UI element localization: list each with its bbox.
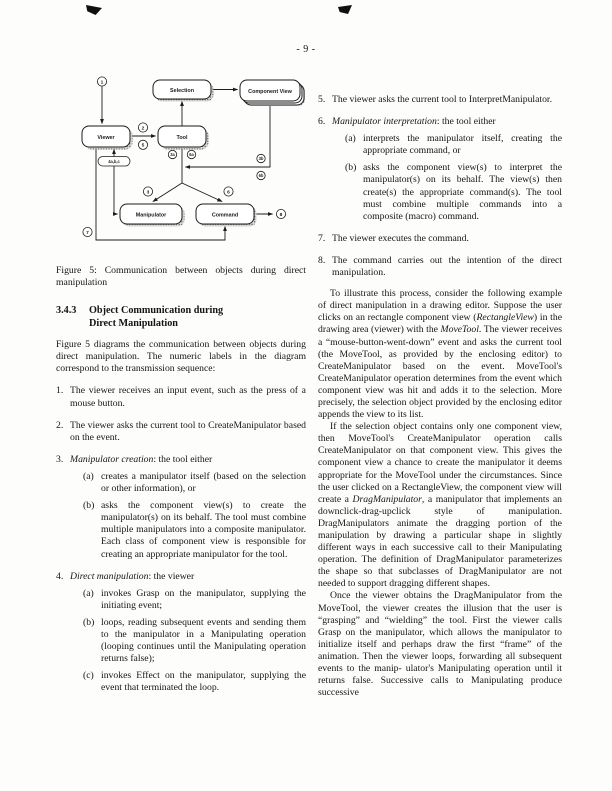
node-tool	[158, 126, 209, 150]
right-column	[318, 84, 562, 699]
list-item-number: 3.	[56, 453, 64, 465]
edge-label-3	[143, 187, 152, 196]
scan-artifact	[338, 5, 352, 14]
text-run: The command carries out the intention of the direct manipulation.	[332, 254, 562, 279]
paragraph	[318, 288, 562, 421]
body-paragraphs	[318, 288, 562, 699]
svg-text:8: 8	[279, 212, 283, 218]
node-component-view	[240, 80, 305, 106]
text-run: Once the viewer obtains the DragManipulator from the MoveTool, the viewer creates the illusion that the user is “grasping” and “wielding” the tool. First the viewer calls Grasp on the manipulator, which allows the manipulator to initialize itself and perhaps draw the first “frame” of the animation. Then the viewer loops, forwarding all subsequent events to the manip- ulator's Manipulating operation until it returns false. Successive calls to Manipulating produce successive	[318, 590, 562, 699]
node-command-label: Command	[211, 212, 239, 219]
node-manipulator	[120, 204, 185, 227]
text-run: , a manipulator that implements an downclick-drag-upclick style of manipulation. DragManipulators animate the dragging portion of the manipulation by drawing a particular shape in slightly different ways in each successive call to their Manipulating operation. The definition of DragManipulator parameterizes the shape so that subclasses of DragManipulator are not needed to support dragging different shapes.	[318, 493, 562, 590]
edge-label-8	[276, 209, 285, 218]
list-item	[56, 571, 306, 695]
list-item-number: 6.	[318, 116, 326, 128]
text-run: The viewer executes the command.	[332, 232, 469, 244]
edge-label-5	[138, 140, 147, 149]
text-run: The viewer receives an input event, such as the press of a mouse button.	[70, 385, 306, 409]
node-viewer	[82, 126, 133, 150]
node-viewer-label: Viewer	[97, 134, 115, 141]
sub-item-body	[101, 670, 306, 694]
text-run: invokes Grasp on the manipulator, supplying the initiating event;	[101, 587, 306, 611]
edge-label-7	[83, 227, 92, 236]
sub-item-body	[101, 588, 306, 612]
sub-list	[345, 133, 562, 223]
italic-text-run: MoveTool	[440, 324, 479, 336]
edge-junction-to-manipulator	[153, 183, 182, 202]
sub-list	[83, 471, 306, 561]
text-run: The viewer asks the current tool to CreateManipulator based on the event.	[70, 419, 306, 443]
svg-text:3b: 3b	[258, 156, 264, 161]
list-item-body	[332, 233, 562, 245]
section-title: Object Communication during Direct Manipulation	[89, 305, 224, 330]
left-column	[56, 70, 306, 694]
edge-label-3a	[168, 150, 176, 158]
text-run: . The viewer receives a “mouse-button-went-down” event and asks the current tool (the MoveTool, as provided by the enclosing editor) to CreateManipulator based on the event. MoveTool's CreateManipulator operation determines from the event which component view was hit and adds it to the selection. More precisely, the selection object provided by the enclosing editor appends the view to its list.	[318, 324, 562, 421]
sub-list-item	[83, 670, 306, 694]
text-run: interprets the manipulator itself, creating the appropriate command, or	[363, 133, 562, 157]
numbered-list-left	[56, 385, 306, 694]
italic-text-run: Manipulator interpretation	[332, 116, 437, 128]
scan-artifact	[86, 5, 102, 15]
edge-label-2	[138, 123, 147, 132]
list-item-number: 8.	[318, 254, 326, 266]
italic-text-run: Direct manipulation	[70, 570, 149, 582]
svg-text:4a,b,c: 4a,b,c	[108, 158, 120, 164]
sub-item-body	[363, 133, 562, 157]
sub-item-letter: (b)	[83, 500, 95, 512]
list-item-body	[70, 385, 306, 409]
list-item-body	[332, 116, 562, 223]
text-run: invokes Effect on the manipulator, supplying the event that terminated the loop.	[101, 670, 306, 694]
paragraph	[318, 421, 562, 590]
italic-text-run: Manipulator creation	[70, 453, 154, 465]
node-selection	[153, 80, 214, 102]
svg-text:5: 5	[141, 143, 145, 149]
edge-junction-to-command	[182, 183, 222, 202]
list-item-number: 4.	[56, 570, 64, 582]
svg-text:3: 3	[146, 190, 150, 196]
figure5	[56, 70, 306, 262]
node-selection-label: Selection	[170, 87, 194, 94]
section-number: 3.4.3	[56, 305, 77, 317]
edge-label-6a	[187, 150, 195, 158]
list-item-body	[332, 94, 562, 106]
sub-item-letter: (a)	[345, 133, 356, 145]
text-run: : the tool either	[153, 453, 213, 465]
sub-item-body	[101, 471, 306, 495]
list-item-number: 5.	[318, 94, 326, 105]
edge-label-1	[97, 77, 106, 86]
svg-text:6a: 6a	[189, 152, 194, 157]
list-item	[56, 420, 306, 444]
svg-text:2: 2	[141, 126, 145, 132]
sub-list-item	[345, 133, 562, 157]
node-manipulator-label: Manipulator	[135, 212, 167, 219]
list-item	[56, 454, 306, 561]
text-run: loops, reading subsequent events and sending them to the manipulator in a Manipulating operation (looping continues until the Manipulating operation returns false);	[101, 616, 306, 665]
svg-text:6b: 6b	[258, 173, 264, 178]
svg-text:6: 6	[227, 190, 230, 196]
sub-item-letter: (a)	[83, 470, 94, 482]
italic-text-run: RectangleView	[476, 312, 534, 324]
edge-label-3b	[257, 154, 265, 162]
text-run: To illustrate this process, consider the following example of direct manipulation in a drawing editor. Suppose the user clicks on an rectangle component view (	[318, 288, 562, 324]
text-run: asks the component view(s) to interpret the manipulator(s) on its behalf. The view(s) then create(s) the appropriate command(s). The tool must combine multiple commands into a composite (macro) command.	[363, 162, 562, 222]
paragraph	[318, 590, 562, 699]
text-run: creates a manipulator itself (based on the selection or other information), or	[101, 470, 306, 495]
text-run: ) in the drawing area (viewer) with the	[318, 312, 562, 336]
list-item	[318, 255, 562, 279]
text-run: The viewer asks the current tool to InterpretManipulator.	[332, 94, 553, 105]
text-run: : the tool either	[436, 116, 496, 128]
page-number: - 9 -	[296, 44, 316, 55]
sub-list	[83, 588, 306, 695]
sub-item-body	[363, 162, 562, 222]
list-item-body	[70, 420, 306, 444]
figure5-caption: Figure 5: Communication between objects during direct manipulation	[56, 265, 306, 289]
sub-item-body	[101, 617, 306, 665]
sub-list-item	[345, 162, 562, 222]
figure5-diagram	[56, 70, 306, 262]
node-command	[196, 204, 257, 227]
sub-list-item	[83, 617, 306, 665]
sub-item-body	[101, 500, 306, 560]
sub-item-letter: (b)	[345, 162, 357, 174]
text-run: If the selection object contains only one component view, then MoveTool's CreateManipulator operation calls CreateManipulator on that component view. This gives the component view a chance to create the manipulator it deems appropriate for the MoveTool under the circumstances. Since the user clicked on a RectangleView, the component view will create a	[318, 421, 562, 505]
sub-item-letter: (b)	[83, 616, 95, 628]
sub-item-letter: (c)	[83, 670, 94, 682]
svg-text:3a: 3a	[170, 152, 175, 157]
list-item-body	[70, 571, 306, 695]
sub-list-item	[83, 471, 306, 495]
list-item-body	[70, 454, 306, 561]
svg-text:1: 1	[100, 80, 104, 86]
section-heading	[56, 304, 306, 330]
node-tool-label: Tool	[176, 134, 188, 141]
text-run: asks the component view(s) to create the manipulator(s) on its behalf. The tool must combine multiple manipulators into a composite manipulator. Each class of component view is responsible for creating an appropriate manipulator for the tool.	[101, 500, 306, 560]
numbered-list-right	[318, 94, 562, 279]
sub-list-item	[83, 500, 306, 560]
list-item	[318, 233, 562, 245]
list-item-number: 7.	[318, 232, 326, 244]
svg-text:7: 7	[86, 230, 89, 236]
sub-list-item	[83, 588, 306, 612]
list-item-number: 2.	[56, 419, 64, 431]
edge-label-4abc	[98, 157, 130, 167]
text-run: : the viewer	[148, 570, 195, 582]
sub-item-letter: (a)	[83, 587, 94, 599]
section-intro-paragraph: Figure 5 diagrams the communication between objects during direct manipulation. The numeric labels in the diagram correspond to the transmission sequence:	[56, 339, 306, 375]
node-component-view-label: Component View	[248, 88, 292, 95]
list-item	[318, 94, 562, 106]
list-item-body	[332, 255, 562, 279]
edge-label-6	[224, 187, 233, 196]
list-item	[56, 385, 306, 409]
italic-text-run: DragManipulator	[352, 493, 422, 505]
list-item-number: 1.	[56, 385, 64, 397]
edge-label-6b	[257, 171, 265, 179]
list-item	[318, 116, 562, 223]
